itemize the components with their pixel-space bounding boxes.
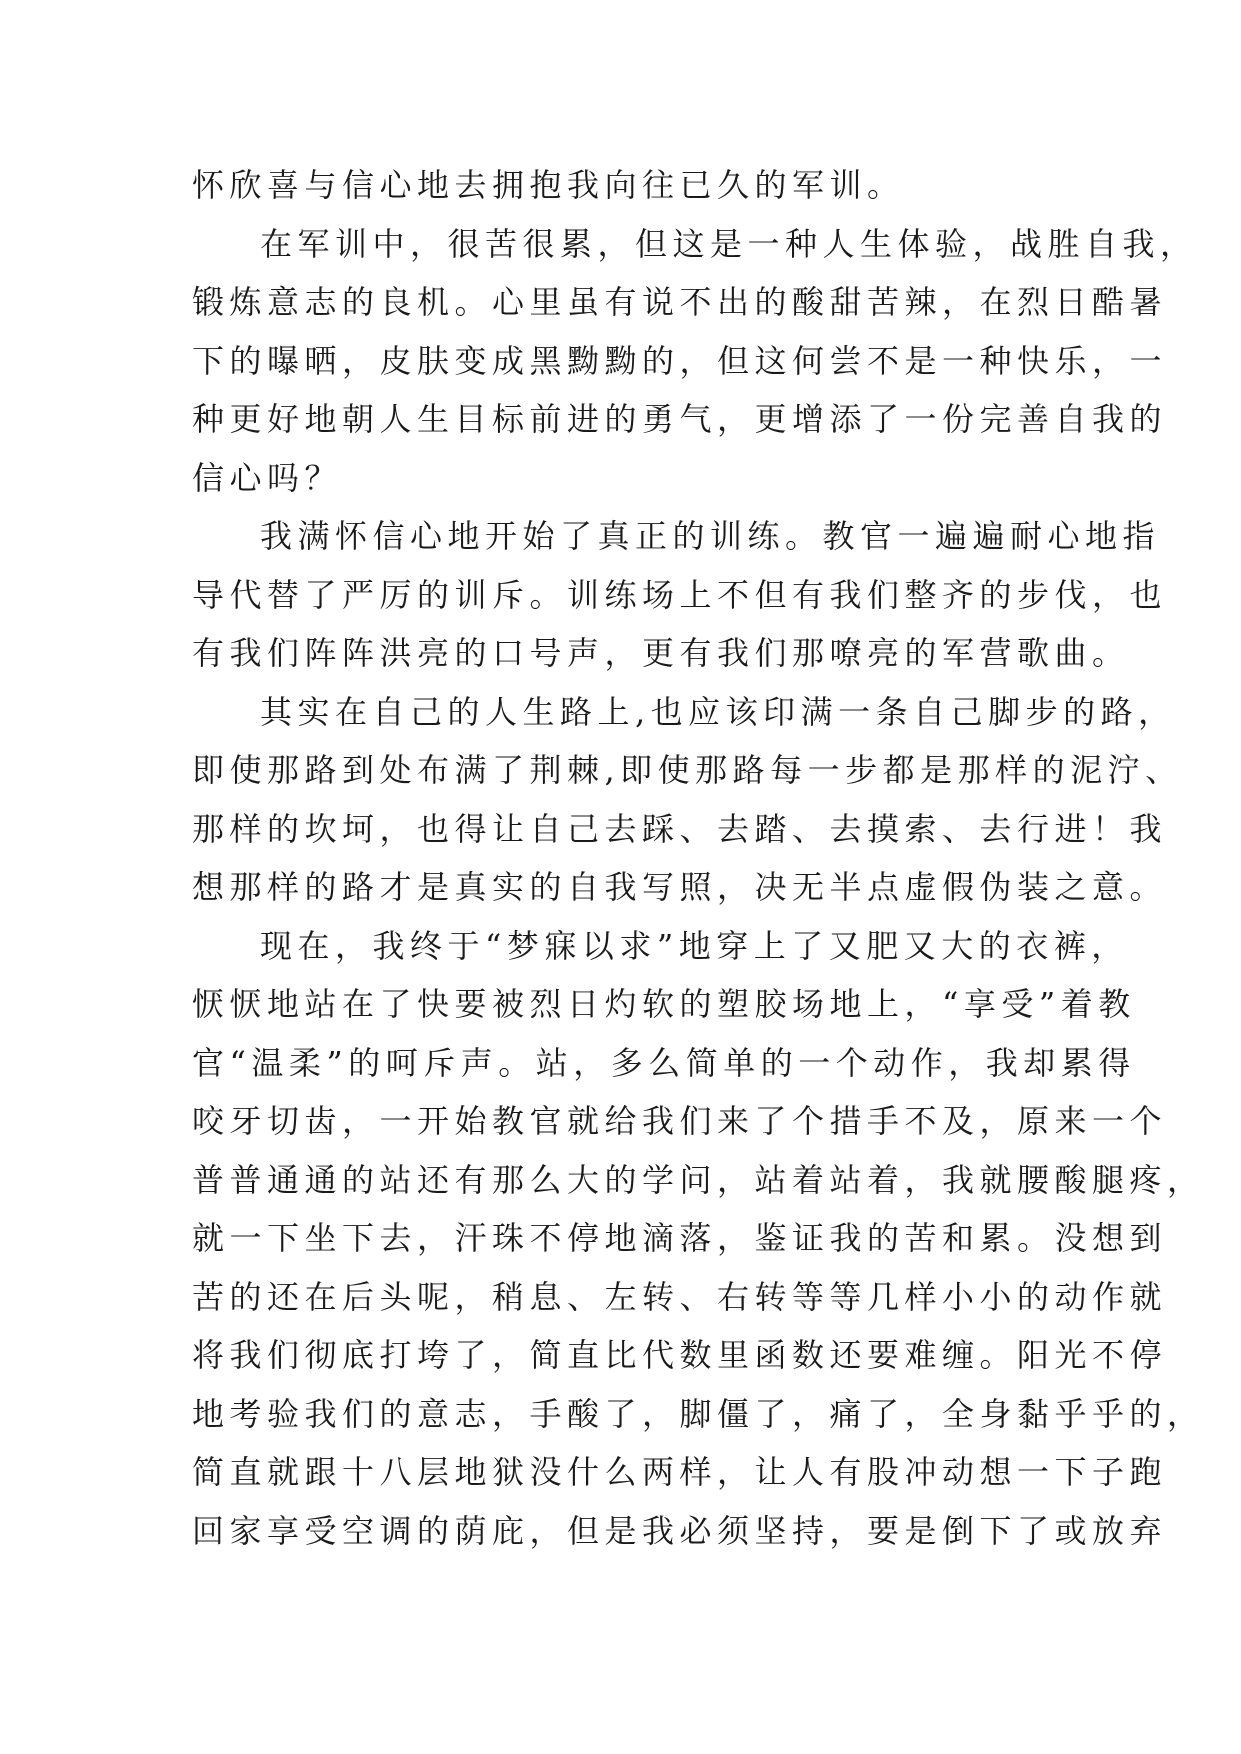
paragraph-first-line: 在军训中，很苦很累，但这是一种人生体验，战胜自我， xyxy=(260,224,1198,263)
text-line: 官“温柔”的呵斥声。站，多么简单的一个动作，我却累得 xyxy=(192,1043,1136,1082)
paragraph-first-line: 现在，我终于“梦寐以求”地穿上了又肥又大的衣裤， xyxy=(260,926,1129,965)
text-line: 回家享受空调的荫庇，但是我必须坚持，要是倒下了或放弃 xyxy=(192,1511,1168,1550)
text-line: 怀欣喜与信心地去拥抱我向往已久的军训。 xyxy=(192,166,905,204)
text-line: 简直就跟十八层地狱没什么两样，让人有股冲动想一下子跑 xyxy=(192,1453,1168,1491)
paragraph-first-line: 其实在自己的人生路上,也应该印满一条自己脚步的路， xyxy=(260,692,1176,731)
text-line: 将我们彻底打垮了，简直比代数里函数还要难缠。阳光不停 xyxy=(192,1336,1168,1374)
text-line: 想那样的路才是真实的自我写照，决无半点虚假伪装之意。 xyxy=(192,868,1168,906)
text-line: 咬牙切齿，一开始教官就给我们来了个措手不及，原来一个 xyxy=(192,1102,1168,1140)
text-line: 有我们阵阵洪亮的口号声，更有我们那嘹亮的军营歌曲。 xyxy=(192,634,1130,672)
text-line: 即使那路到处布满了荆棘,即使那路每一步都是那样的泥泞、 xyxy=(192,751,1183,789)
body-text xyxy=(192,156,1205,1560)
text-line: 就一下坐下去，汗珠不停地滴落，鉴证我的苦和累。没想到 xyxy=(192,1219,1168,1257)
text-line: 种更好地朝人生目标前进的勇气，更增添了一份完善自我的 xyxy=(192,400,1168,438)
text-line: 信心吗？ xyxy=(192,458,343,497)
text-line: 地考验我们的意志，手酸了，脚僵了，痛了，全身黏乎乎的， xyxy=(192,1394,1205,1433)
text-line: 导代替了严厉的训斥。训练场上不但有我们整齐的步伐，也 xyxy=(192,575,1168,614)
text-line: 恹恹地站在了快要被烈日灼软的塑胶场地上，“享受”着教 xyxy=(192,985,1136,1023)
text-line: 苦的还在后头呢，稍息、左转、右转等等几样小小的动作就 xyxy=(192,1277,1168,1316)
paragraph-first-line: 我满怀信心地开始了真正的训练。教官一遍遍耐心地指 xyxy=(260,517,1161,555)
text-line: 那样的坎坷，也得让自己去踩、去踏、去摸索、去行进！我 xyxy=(192,809,1168,848)
text-line: 下的曝晒，皮肤变成黑黝黝的，但这何尝不是一种快乐，一 xyxy=(192,341,1168,380)
text-line: 普普通通的站还有那么大的学问，站着站着，我就腰酸腿疼， xyxy=(192,1160,1205,1199)
text-line: 锻炼意志的良机。心里虽有说不出的酸甜苦辣，在烈日酷暑 xyxy=(192,283,1168,321)
